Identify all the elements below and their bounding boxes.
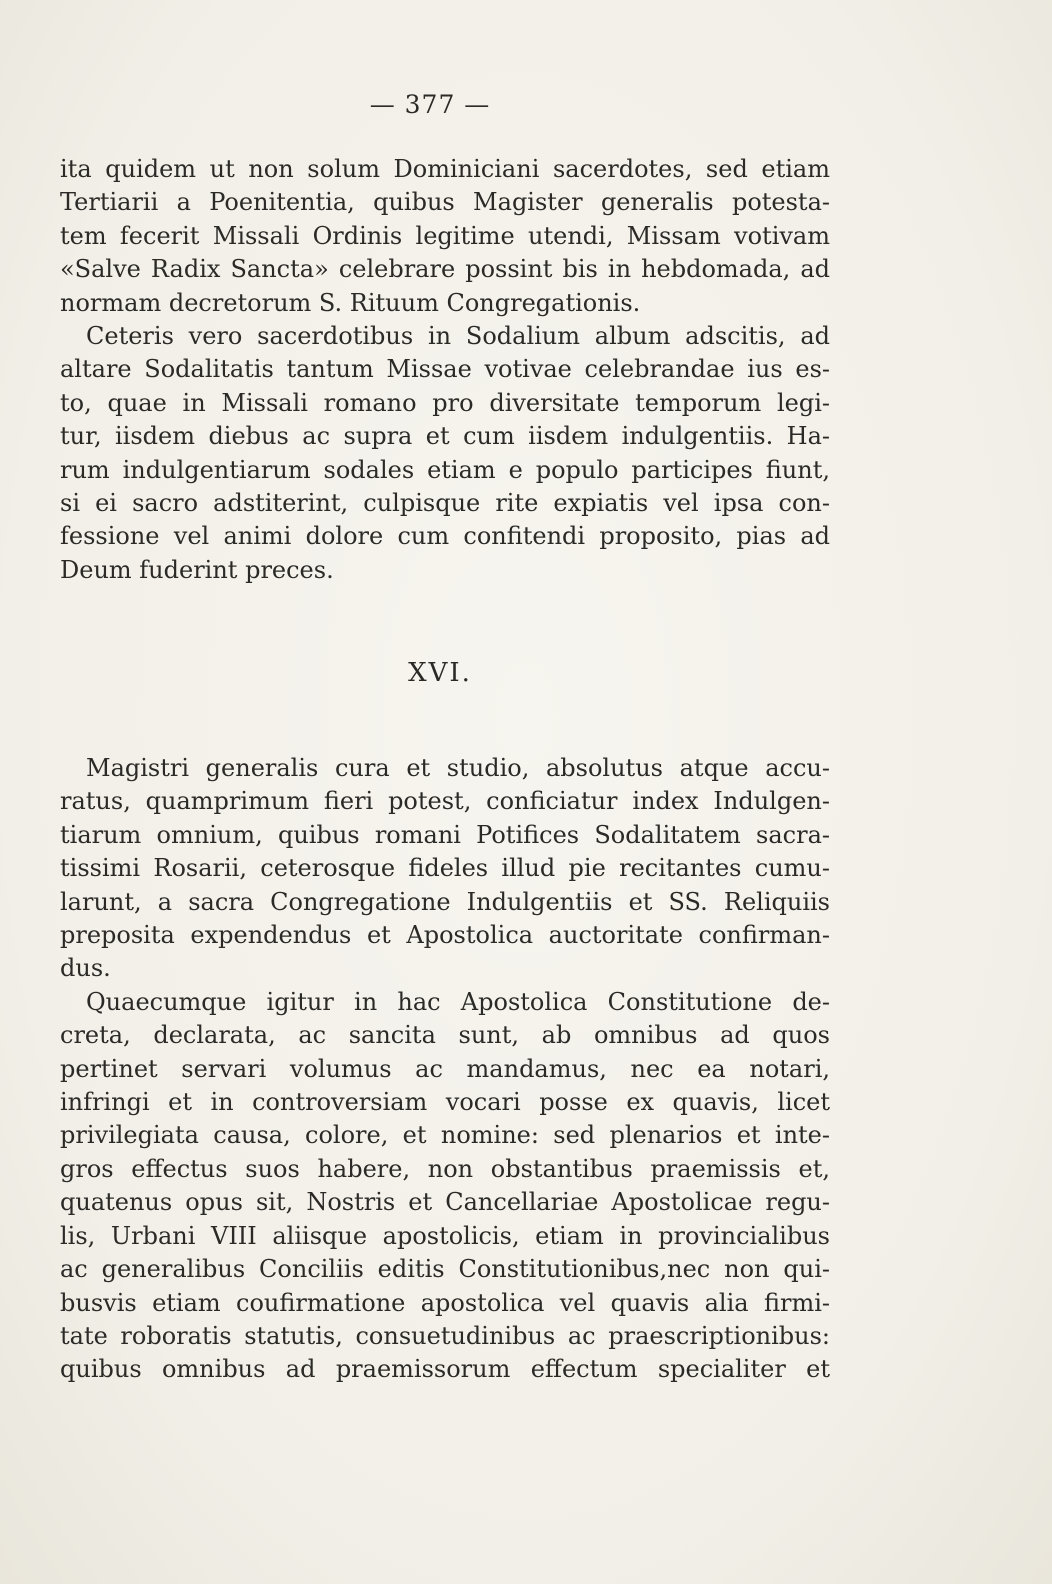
text-line: pertinet servari volumus ac mandamus, nec ea notari, — [60, 1054, 830, 1083]
text-line: infringi et in controversiam vocari posse ex quavis, licet — [60, 1088, 830, 1117]
text-line: tissimi Rosarii, ceterosque fideles illud pie recitantes cumu- — [60, 854, 830, 883]
text-line: Tertiarii a Poenitentia, quibus Magister generalis potesta- — [60, 188, 830, 217]
text-line: gros effectus suos habere, non obstantibus praemissis et, — [60, 1154, 830, 1183]
text-line: Magistri generalis cura et studio, absolutus atque accu- — [86, 754, 830, 782]
text-line: preposita expendendus et Apostolica auctoritate confirman- — [60, 921, 830, 950]
text-line: «Salve Radix Sancta» celebrare possint bis in hebdomada, ad — [60, 255, 830, 284]
text-line: Deum fuderint preces. — [60, 555, 334, 584]
text-line: rum indulgentiarum sodales etiam e populo participes fiunt, — [60, 455, 830, 484]
text-line: busvis etiam coufirmatione apostolica vel quavis alia firmi- — [60, 1288, 830, 1317]
text-line: ratus, quamprimum fieri potest, conficiatur index Indulgen- — [60, 787, 830, 816]
text-line: to, quae in Missali romano pro diversitate temporum legi- — [60, 388, 830, 417]
lower-text-block — [60, 752, 830, 1387]
text-line: creta, declarata, ac sancita sunt, ab omnibus ad quos — [60, 1021, 830, 1050]
page-number: — 377 — — [369, 90, 491, 119]
text-line: quatenus opus sit, Nostris et Cancellariae Apostolicae regu- — [60, 1188, 830, 1217]
text-line: altare Sodalitatis tantum Missae votivae celebrandae ius es- — [60, 355, 830, 384]
text-line: quibus omnibus ad praemissorum effectum specialiter et — [60, 1355, 830, 1384]
text-line: ita quidem ut non solum Dominiciani sacerdotes, sed etiam — [60, 155, 830, 183]
text-line: tur, iisdem diebus ac supra et cum iisdem indulgentiis. Ha- — [60, 422, 830, 451]
text-line: Ceteris vero sacerdotibus in Sodalium album adscitis, ad — [86, 322, 830, 351]
text-line: larunt, a sacra Congregatione Indulgentiis et SS. Reliquiis — [60, 887, 830, 916]
text-line: tiarum omnium, quibus romani Potifices Sodalitatem sacra- — [60, 820, 830, 849]
text-line: lis, Urbani VIII aliisque apostolicis, etiam in provincialibus — [60, 1221, 830, 1250]
text-line: normam decretorum S. Rituum Congregationis. — [60, 288, 641, 317]
section-heading: XVI. — [408, 658, 472, 688]
text-line: privilegiata causa, colore, et nomine: sed plenarios et inte- — [60, 1121, 830, 1150]
text-line: tate roboratis statutis, consuetudinibus ac praescriptionibus: — [60, 1321, 830, 1350]
upper-text-block — [60, 153, 830, 587]
text-line: dus. — [60, 954, 111, 983]
text-line: tem fecerit Missali Ordinis legitime utendi, Missam votivam — [60, 221, 830, 250]
text-line: ac generalibus Conciliis editis Constitutionibus,nec non qui- — [60, 1255, 830, 1284]
text-line: si ei sacro adstiterint, culpisque rite expiatis vel ipsa con- — [60, 489, 830, 518]
text-line: fessione vel animi dolore cum confitendi proposito, pias ad — [60, 522, 830, 551]
text-line: Quaecumque igitur in hac Apostolica Constitutione de- — [86, 987, 830, 1016]
